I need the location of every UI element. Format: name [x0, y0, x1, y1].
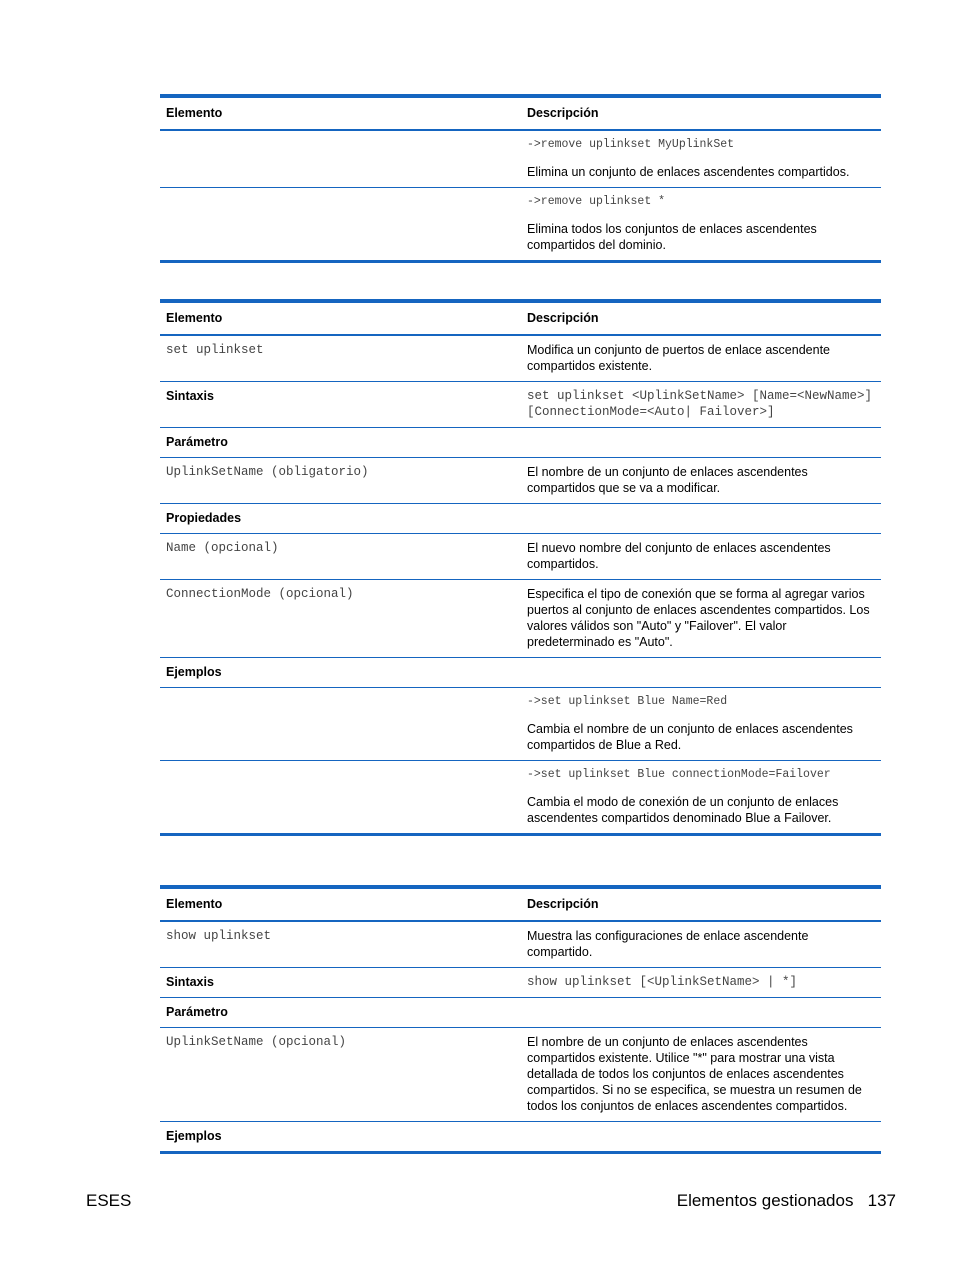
table-row [160, 1122, 881, 1153]
description-cell [521, 428, 881, 458]
example-cell [521, 130, 881, 188]
header-elemento: Elemento [160, 96, 521, 130]
element-cell [160, 688, 521, 761]
set-uplinkset-table [160, 299, 881, 836]
command-name: set uplinkset [160, 335, 521, 382]
description-cell [521, 504, 881, 534]
table-row [160, 688, 881, 761]
syntax-cell: set uplinkset <UplinkSetName> [Name=<NewName>] [ConnectionMode=<Auto| Failover>] [521, 382, 881, 428]
syntax-cell: show uplinkset [<UplinkSetName> | *] [521, 968, 881, 998]
table-row [160, 761, 881, 835]
table-row [160, 188, 881, 262]
header-elemento: Elemento [160, 301, 521, 335]
header-descripcion: Descripción [521, 96, 881, 130]
element-cell [160, 130, 521, 188]
example-command: ->remove uplinkset * [527, 195, 666, 208]
header-descripcion: Descripción [521, 301, 881, 335]
example-command: ->remove uplinkset MyUplinkSet [527, 138, 735, 151]
table-row [160, 382, 881, 428]
remove-uplinkset-table [160, 94, 881, 263]
header-descripcion: Descripción [521, 887, 881, 921]
example-command: ->set uplinkset Blue Name=Red [527, 695, 728, 708]
show-uplinkset-table [160, 885, 881, 1154]
example-description: Cambia el modo de conexión de un conjunto de enlaces ascendentes compartidos denominado Blue a Failover. [527, 795, 839, 825]
section-label-ejemplos: Ejemplos [160, 658, 521, 688]
property-name: Name (opcional) [160, 534, 521, 580]
table-row [160, 458, 881, 504]
table-row [160, 968, 881, 998]
table-row [160, 504, 881, 534]
footer-section-page: Elementos gestionados 137 [676, 1191, 896, 1210]
example-command: ->set uplinkset Blue connectionMode=Failover [527, 768, 831, 781]
example-cell [521, 761, 881, 835]
section-label-ejemplos: Ejemplos [160, 1122, 521, 1153]
description-cell: El nombre de un conjunto de enlaces ascendentes compartidos que se va a modificar. [521, 458, 881, 504]
command-name: show uplinkset [160, 921, 521, 968]
table-row [160, 1028, 881, 1122]
example-cell [521, 188, 881, 262]
section-label-parametro: Parámetro [160, 998, 521, 1028]
description-cell [521, 998, 881, 1028]
header-elemento: Elemento [160, 887, 521, 921]
example-description: Elimina todos los conjuntos de enlaces ascendentes compartidos del dominio. [527, 222, 817, 252]
description-cell [521, 658, 881, 688]
example-cell [521, 688, 881, 761]
description-cell: El nombre de un conjunto de enlaces ascendentes compartidos existente. Utilice "*" para mostrar una vista detallada de todos los conjuntos de enlaces ascendentes compartidos. Si no se especifica, se muestra un resumen de todos los conjuntos de enlaces ascendentes compartidos. [521, 1028, 881, 1122]
table-row [160, 998, 881, 1028]
section-label-sintaxis: Sintaxis [160, 968, 521, 998]
table-row [160, 580, 881, 658]
table-header-row [160, 887, 881, 921]
table-row [160, 428, 881, 458]
table-row [160, 534, 881, 580]
parameter-name: UplinkSetName (opcional) [160, 1028, 521, 1122]
section-label-sintaxis: Sintaxis [160, 382, 521, 428]
example-description: Cambia el nombre de un conjunto de enlaces ascendentes compartidos de Blue a Red. [527, 722, 853, 752]
table-header-row [160, 96, 881, 130]
element-cell [160, 188, 521, 262]
description-cell: Especifica el tipo de conexión que se forma al agregar varios puertos al conjunto de enlaces ascendentes compartidos. Los valores válidos son "Auto" y "Failover". El valor predeterminado es "Auto". [521, 580, 881, 658]
description-cell: El nuevo nombre del conjunto de enlaces ascendentes compartidos. [521, 534, 881, 580]
table-row [160, 921, 881, 968]
element-cell [160, 761, 521, 835]
section-label-parametro: Parámetro [160, 428, 521, 458]
description-cell: Muestra las configuraciones de enlace ascendente compartido. [521, 921, 881, 968]
section-label-propiedades: Propiedades [160, 504, 521, 534]
table-row [160, 335, 881, 382]
table-row [160, 130, 881, 188]
example-description: Elimina un conjunto de enlaces ascendentes compartidos. [527, 165, 850, 179]
table-row [160, 658, 881, 688]
footer-language-code: ESES [86, 1191, 132, 1210]
description-cell: Modifica un conjunto de puertos de enlace ascendente compartidos existente. [521, 335, 881, 382]
property-name: ConnectionMode (opcional) [160, 580, 521, 658]
table-header-row [160, 301, 881, 335]
parameter-name: UplinkSetName (obligatorio) [160, 458, 521, 504]
description-cell [521, 1122, 881, 1153]
